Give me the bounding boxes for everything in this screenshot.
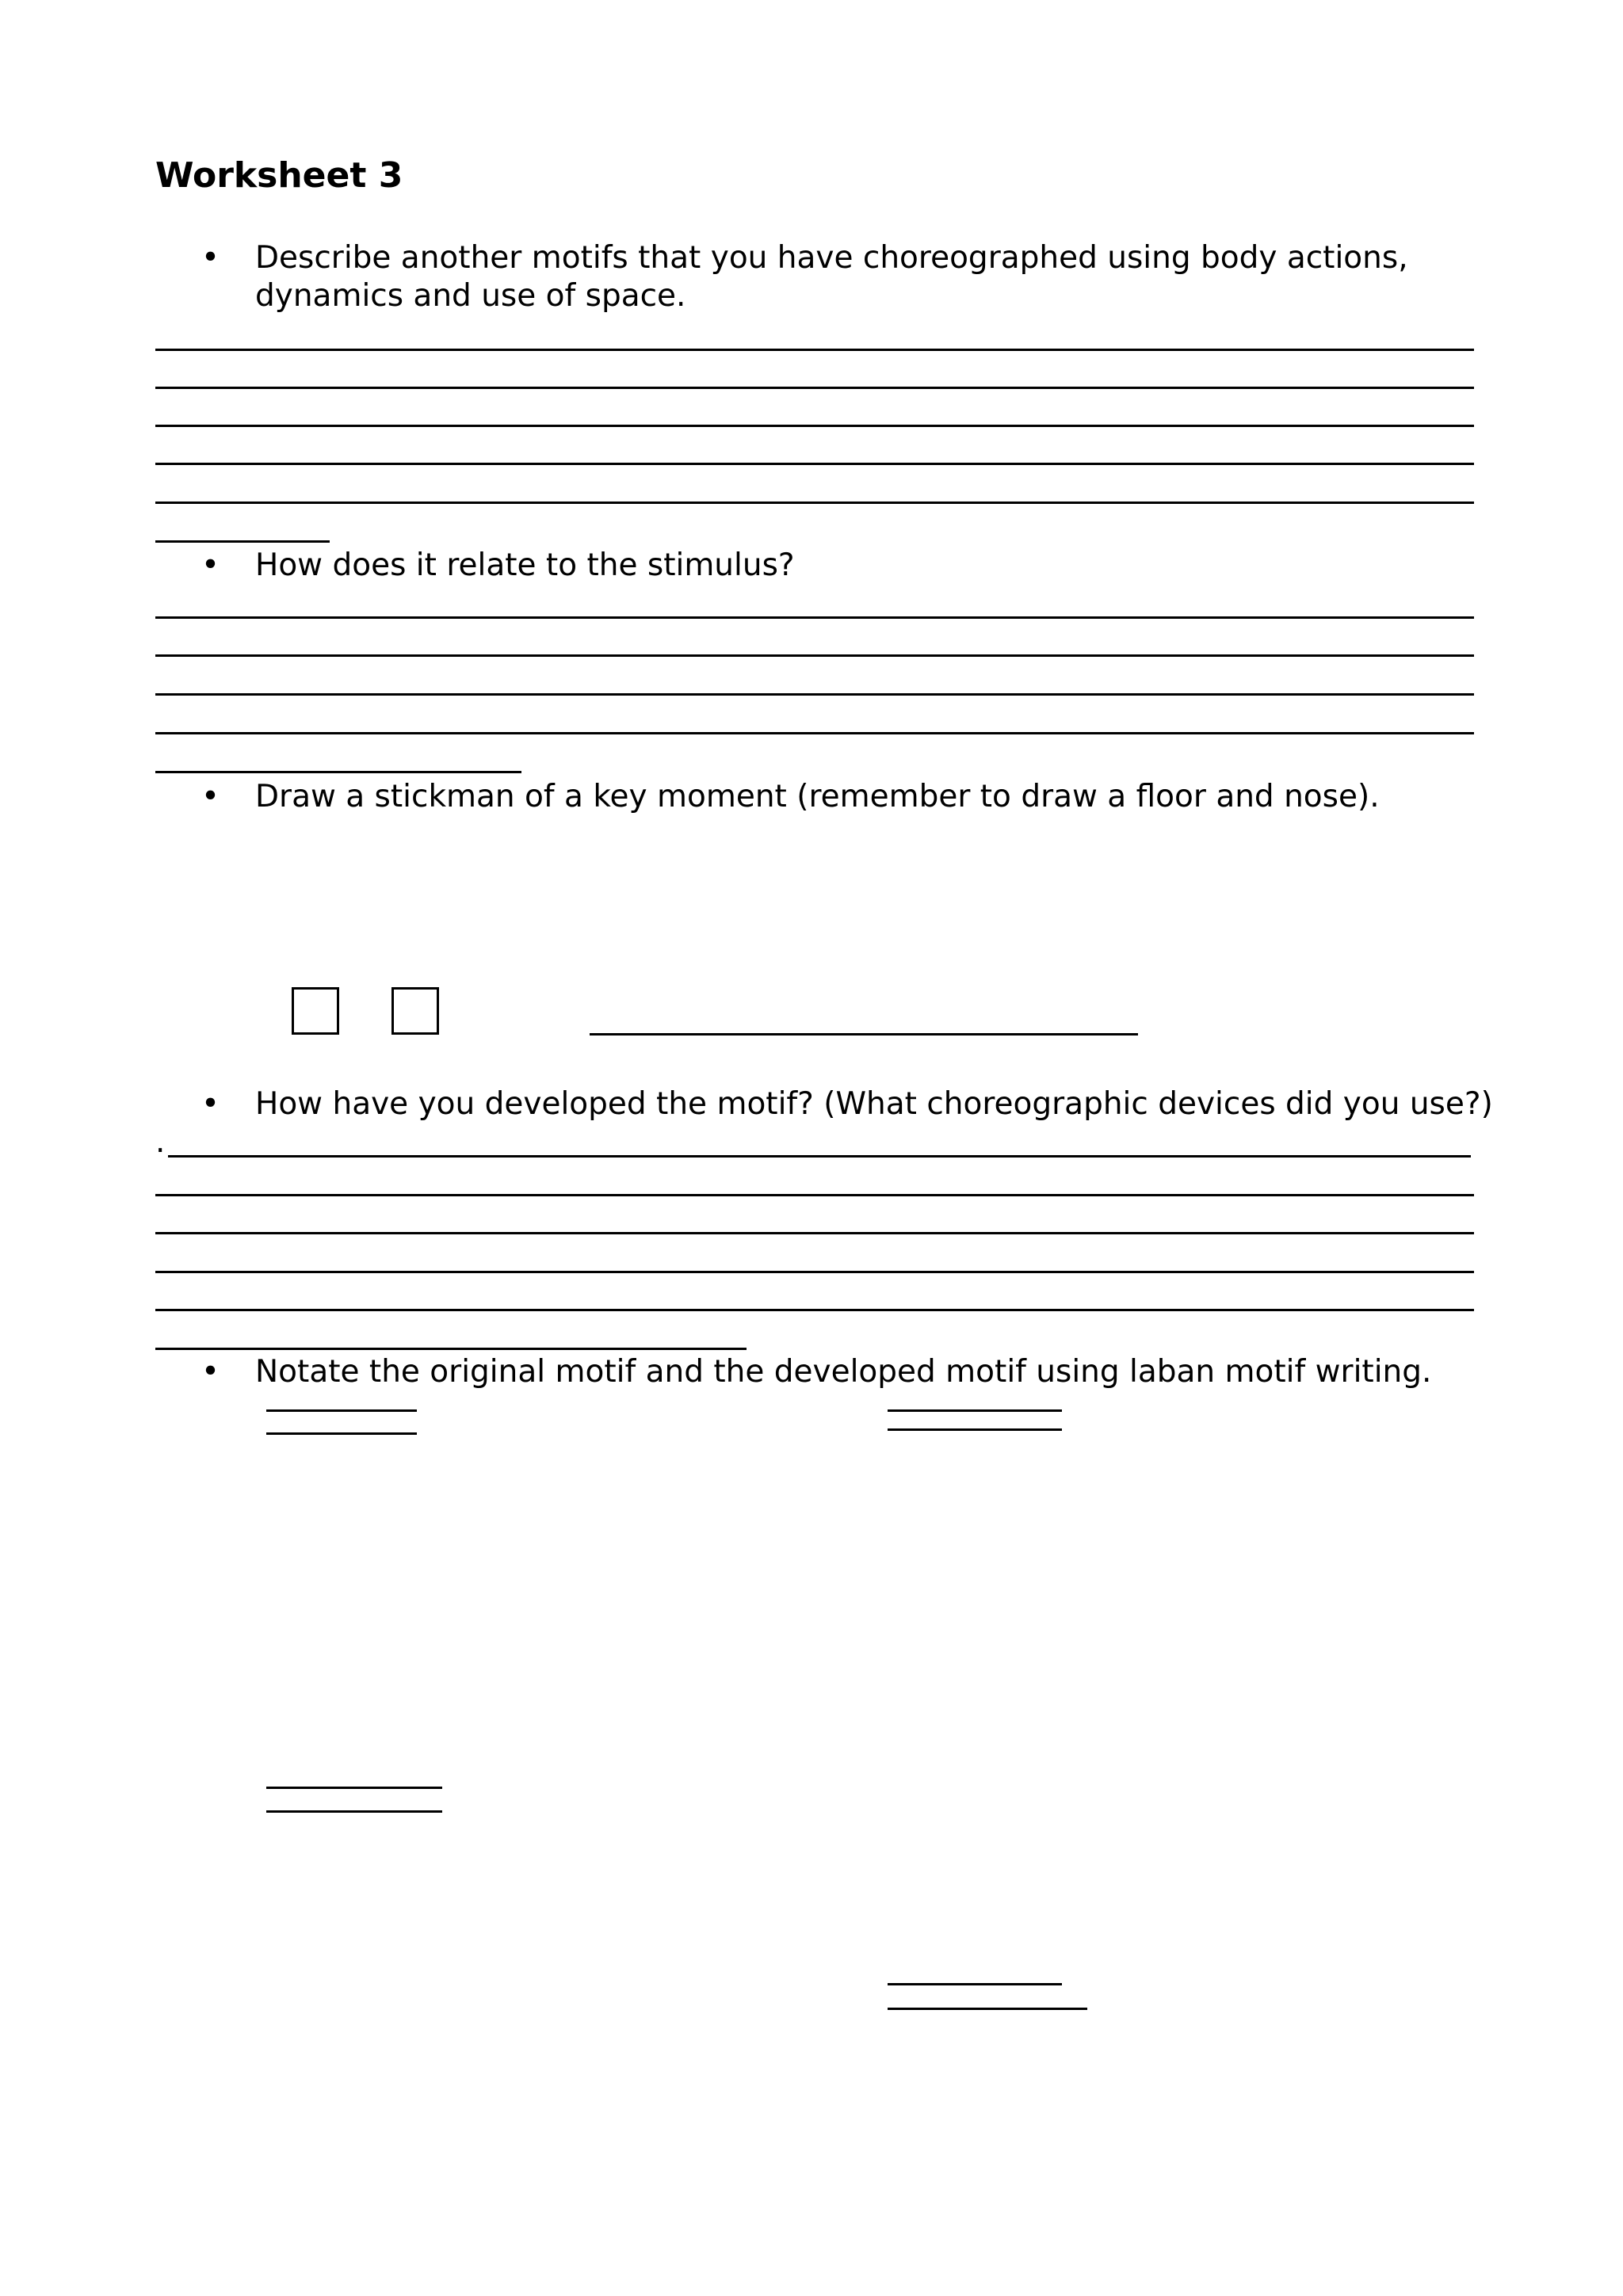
bullet: • bbox=[201, 240, 220, 276]
notation-line[interactable] bbox=[888, 2008, 1087, 2010]
notation-line[interactable] bbox=[266, 1409, 417, 1412]
floor-line bbox=[590, 1033, 1138, 1035]
answer-line[interactable] bbox=[155, 1271, 1474, 1273]
notation-line[interactable] bbox=[266, 1810, 442, 1813]
question-1-line-2: dynamics and use of space. bbox=[255, 278, 686, 314]
question-1-line-1: Describe another motifs that you have choreographed using body actions, bbox=[255, 240, 1408, 276]
answer-line[interactable] bbox=[155, 387, 1474, 389]
answer-line[interactable] bbox=[155, 654, 1474, 657]
question-3-line-1: Draw a stickman of a key moment (remember to draw a floor and nose). bbox=[255, 779, 1380, 814]
answer-line[interactable] bbox=[155, 732, 1474, 734]
answer-line[interactable] bbox=[168, 1155, 1471, 1158]
checkbox[interactable] bbox=[292, 987, 339, 1035]
notation-line[interactable] bbox=[266, 1787, 442, 1789]
bullet: • bbox=[201, 547, 220, 583]
answer-line-short[interactable] bbox=[155, 1348, 747, 1350]
answer-line-prefix: . bbox=[155, 1124, 166, 1160]
answer-line[interactable] bbox=[155, 693, 1474, 696]
notation-line[interactable] bbox=[266, 1432, 417, 1435]
question-5-line-1: Notate the original motif and the developed motif using laban motif writing. bbox=[255, 1354, 1432, 1390]
answer-line[interactable] bbox=[155, 502, 1474, 504]
checkbox[interactable] bbox=[391, 987, 439, 1035]
answer-line[interactable] bbox=[155, 463, 1474, 465]
question-4-line-1: How have you developed the motif? (What choreographic devices did you use?) bbox=[255, 1086, 1493, 1122]
question-2-line-1: How does it relate to the stimulus? bbox=[255, 547, 795, 583]
notation-line[interactable] bbox=[888, 1983, 1062, 1985]
bullet: • bbox=[201, 1354, 220, 1390]
answer-line[interactable] bbox=[155, 425, 1474, 427]
notation-line[interactable] bbox=[888, 1428, 1062, 1431]
answer-line[interactable] bbox=[155, 1194, 1474, 1196]
answer-line[interactable] bbox=[155, 616, 1474, 619]
answer-line-short[interactable] bbox=[155, 771, 521, 773]
answer-line-short[interactable] bbox=[155, 540, 330, 543]
page-title: Worksheet 3 bbox=[155, 155, 403, 196]
bullet: • bbox=[201, 779, 220, 814]
answer-line[interactable] bbox=[155, 1309, 1474, 1311]
answer-line[interactable] bbox=[155, 349, 1474, 351]
notation-line[interactable] bbox=[888, 1409, 1062, 1412]
bullet: • bbox=[201, 1086, 220, 1122]
answer-line[interactable] bbox=[155, 1232, 1474, 1234]
